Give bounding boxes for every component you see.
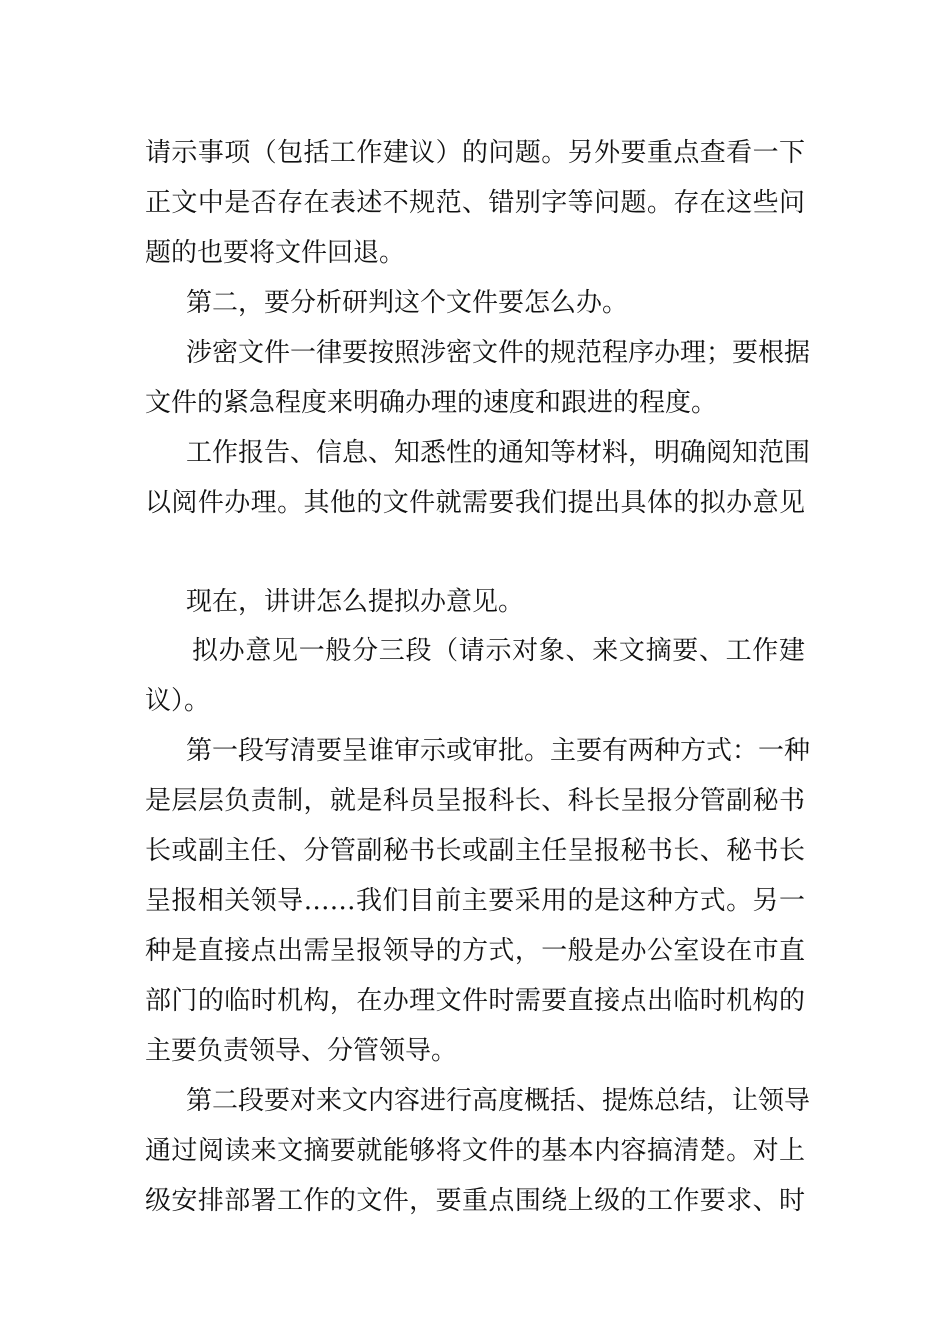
text-line: 工作报告、信息、知悉性的通知等材料，明确阅知范围 bbox=[186, 438, 811, 468]
text-line: 种是直接点出需呈报领导的方式，一般是办公室设在市直 bbox=[145, 936, 805, 966]
paragraph-heading: 第二，要分析研判这个文件要怎么办。 bbox=[186, 288, 629, 318]
text-line: 题的也要将文件回退。 bbox=[145, 238, 406, 268]
text-line: 第二段要对来文内容进行高度概括、提炼总结，让领导 bbox=[186, 1086, 811, 1116]
text-line: 拟办意见一般分三段（请示对象、来文摘要、工作建 bbox=[192, 636, 805, 666]
text-line: 涉密文件一律要按照涉密文件的规范程序办理；要根据 bbox=[186, 338, 811, 368]
text-line: 部门的临时机构，在办理文件时需要直接点出临时机构的 bbox=[145, 986, 805, 1016]
text-line: 第一段写清要呈谁审示或审批。主要有两种方式：一种 bbox=[186, 736, 811, 766]
text-line: 议）。 bbox=[145, 686, 211, 716]
text-line: 呈报相关领导……我们目前主要采用的是这种方式。另一 bbox=[145, 886, 805, 916]
text-line: 长或副主任、分管副秘书长或副主任呈报秘书长、秘书长 bbox=[145, 836, 805, 866]
text-line: 文件的紧急程度来明确办理的速度和跟进的程度。 bbox=[145, 388, 718, 418]
text-line: 级安排部署工作的文件，要重点围绕上级的工作要求、时 bbox=[145, 1186, 805, 1216]
text-line: 以阅件办理。其他的文件就需要我们提出具体的拟办意见 bbox=[145, 488, 805, 518]
text-line: 通过阅读来文摘要就能够将文件的基本内容搞清楚。对上 bbox=[145, 1136, 805, 1166]
text-line: 正文中是否存在表述不规范、错别字等问题。存在这些问 bbox=[145, 188, 805, 218]
text-line: 主要负责领导、分管领导。 bbox=[145, 1036, 458, 1066]
text-line: 现在，讲讲怎么提拟办意见。 bbox=[186, 587, 525, 617]
text-line: 是层层负责制，就是科员呈报科长、科长呈报分管副秘书 bbox=[145, 786, 805, 816]
text-line: 请示事项（包括工作建议）的问题。另外要重点查看一下 bbox=[145, 138, 805, 168]
